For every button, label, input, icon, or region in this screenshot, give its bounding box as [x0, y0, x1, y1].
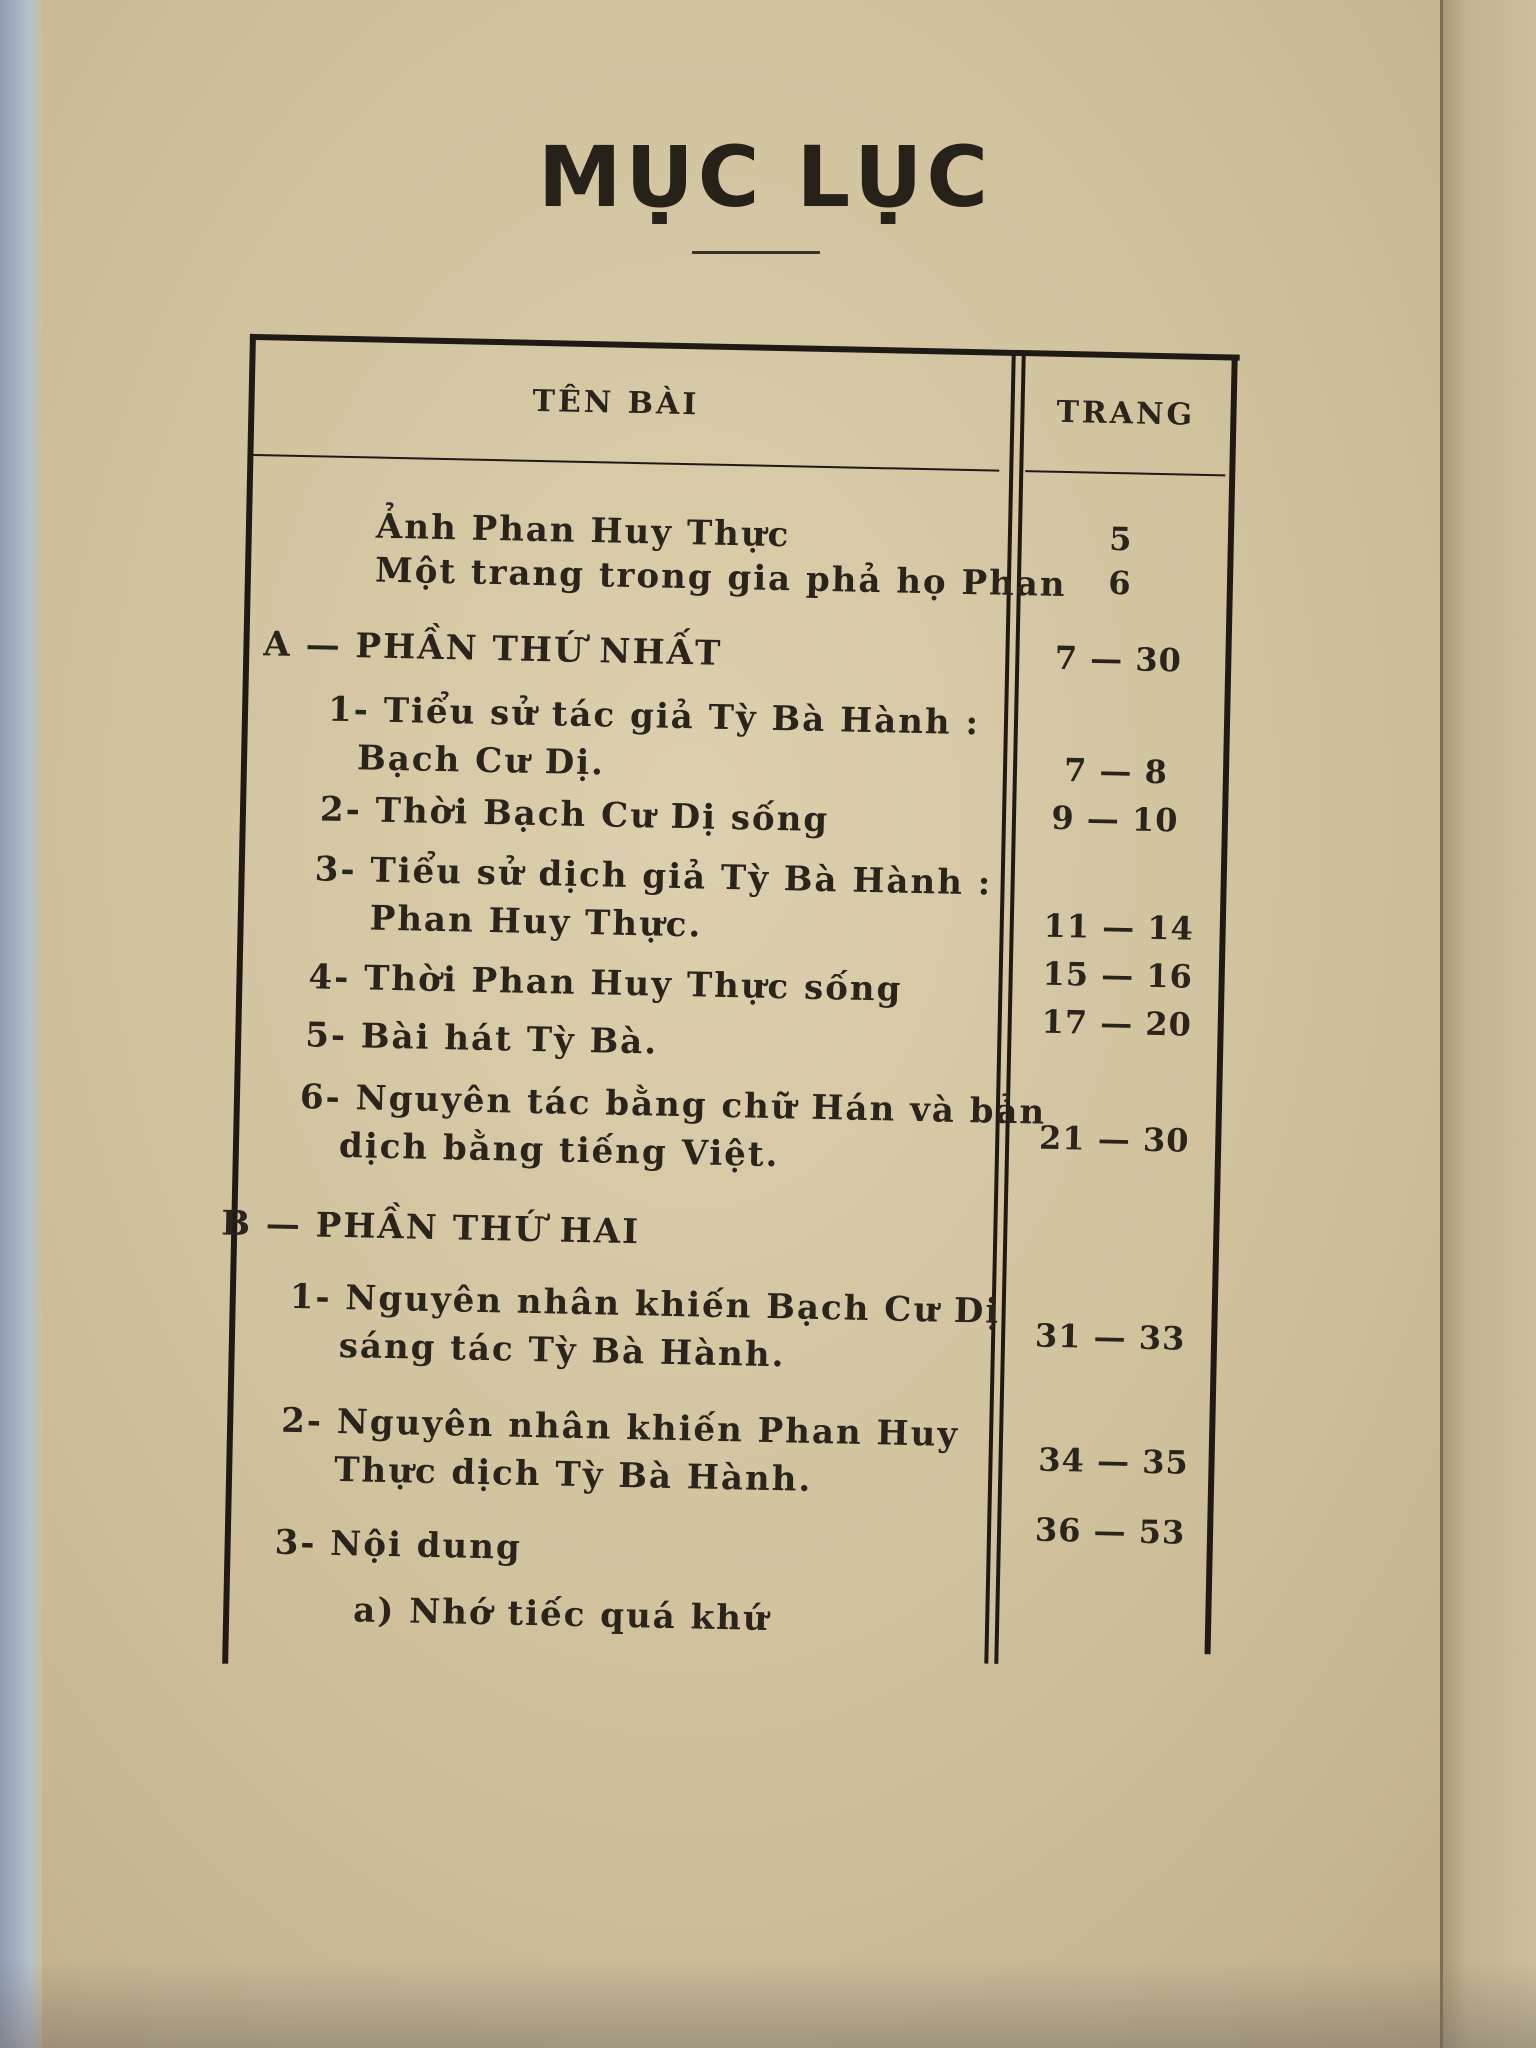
entry-title: 2- Nguyên nhân khiến Phan Huy: [280, 1400, 960, 1455]
toc-entry: [375, 547, 1068, 609]
section-title: A — PHẦN THỨ NHẤT: [263, 624, 723, 674]
entry-title: Một trang trong gia phả họ Phan: [374, 550, 1067, 606]
title-underline: [692, 251, 820, 254]
toc-entry: [353, 1586, 770, 1643]
entry-title: a) Nhớ tiếc quá khứ: [352, 1590, 771, 1640]
entry-page: 36 — 53: [1034, 1510, 1186, 1552]
entry-page: 15 — 16: [1042, 954, 1194, 996]
page-title: MỤC LỤC: [537, 128, 993, 226]
toc-entry: [308, 953, 903, 1013]
column-header-page: TRANG: [1056, 394, 1196, 433]
entry-title: 2- Thời Bạch Cư Dị sống: [319, 789, 830, 841]
toc-entry: [327, 686, 981, 796]
entry-title-continued: Phan Huy Thực.: [369, 898, 703, 946]
column-header-title: TÊN BÀI: [532, 383, 700, 423]
entry-title-continued: sáng tác Tỳ Bà Hành.: [338, 1325, 786, 1376]
entry-title: Ảnh Phan Huy Thực: [375, 506, 791, 556]
entry-title: 4- Thời Phan Huy Thực sống: [308, 957, 903, 1010]
entry-page: 21 — 30: [1038, 1118, 1190, 1160]
table-of-contents: [132, 332, 1360, 1707]
toc-entry: [305, 1011, 659, 1066]
background-cloth: [0, 0, 42, 2048]
entry-page: 34 — 35: [1038, 1440, 1190, 1482]
toc-entry: [320, 785, 830, 844]
entry-title: 5- Bài hát Tỳ Bà.: [304, 1015, 659, 1063]
entry-title: 1- Tiểu sử tác giả Tỳ Bà Hành :: [327, 689, 981, 744]
toc-entry: [280, 1397, 960, 1507]
bottom-shadow: [0, 1960, 1536, 2048]
facing-page-edge: [1440, 0, 1536, 2048]
toc-entry: [274, 1519, 522, 1572]
header-underline-page: [1025, 470, 1225, 476]
table-top-border: [250, 334, 1240, 361]
section-title: B — PHẦN THỨ HAI: [220, 1203, 641, 1253]
entry-title: 1- Nguyên nhân khiến Bạch Cư Dị: [289, 1276, 1001, 1332]
entry-page: 9 — 10: [1051, 798, 1179, 840]
toc-entry: [288, 1273, 1000, 1384]
entry-title-continued: Bạch Cư Dị.: [356, 738, 606, 784]
entry-page: 6: [1107, 563, 1132, 603]
entry-title-continued: Thực dịch Tỳ Bà Hành.: [333, 1449, 813, 1500]
entry-page: 11 — 14: [1043, 906, 1195, 948]
section-heading: [221, 1199, 641, 1256]
header-underline-title: [253, 454, 999, 472]
entry-page: 7 — 30: [1054, 638, 1183, 680]
entry-page: 5: [1108, 519, 1133, 559]
entry-page: 7 — 8: [1063, 751, 1169, 792]
entry-title: 3- Nội dung: [274, 1522, 523, 1568]
entry-page: 31 — 33: [1034, 1316, 1186, 1358]
table-left-border: [222, 334, 256, 1664]
entry-title: 3- Tiểu sử dịch giả Tỳ Bà Hành :: [314, 849, 993, 904]
section-heading: [263, 620, 723, 678]
entry-title: 6- Nguyên tác bằng chữ Hán và bản: [299, 1077, 1047, 1133]
entry-page: 17 — 20: [1041, 1002, 1193, 1044]
entry-title-continued: dịch bằng tiếng Việt.: [338, 1125, 780, 1176]
toc-entry: [313, 845, 993, 955]
toc-entry: [298, 1073, 1046, 1185]
